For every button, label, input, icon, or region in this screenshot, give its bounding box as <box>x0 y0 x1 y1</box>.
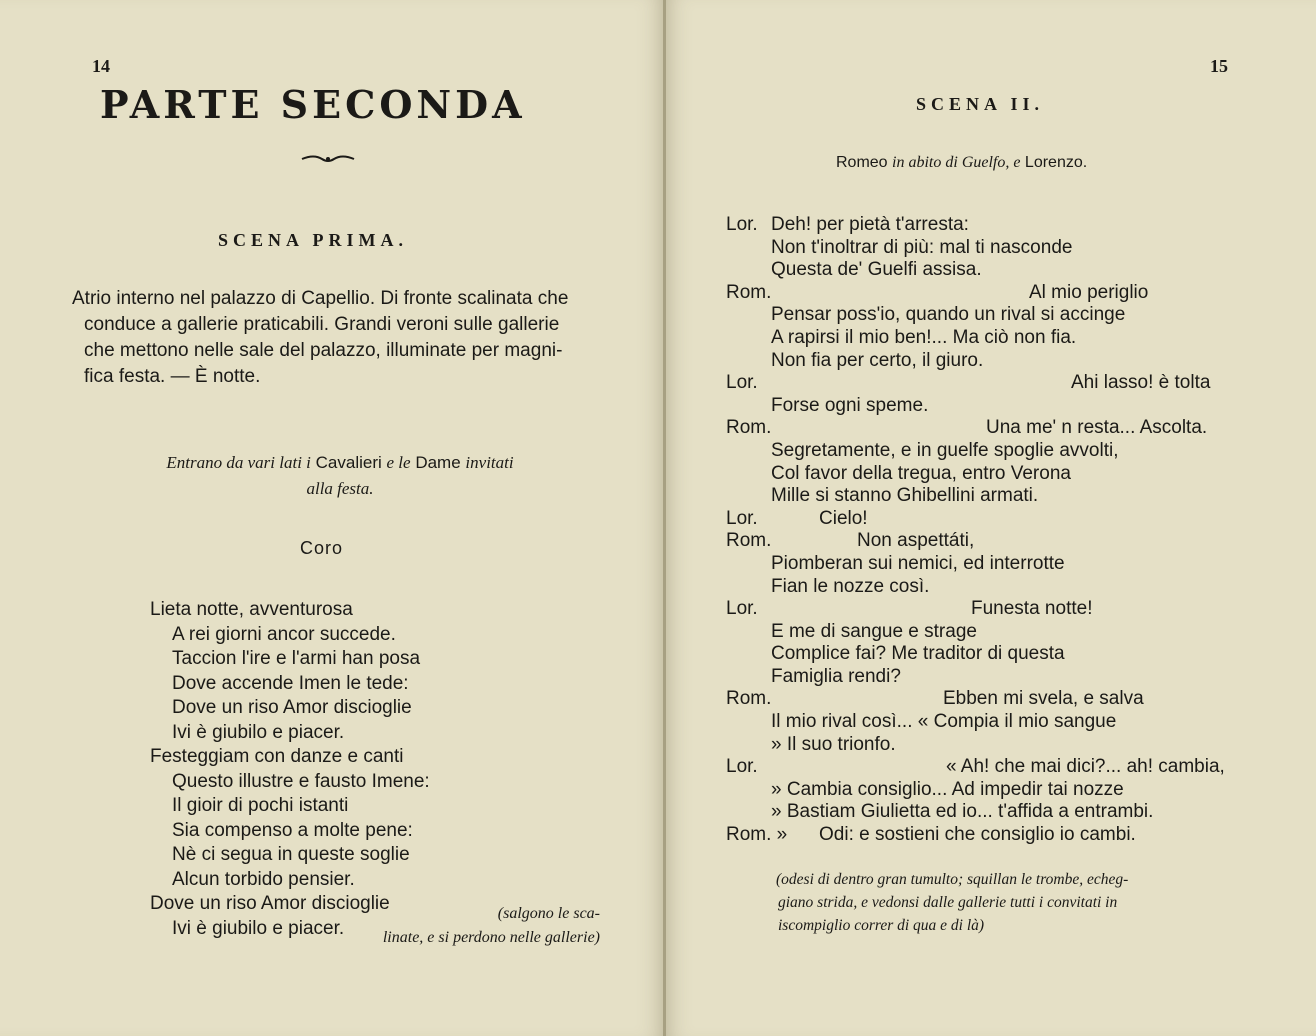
dialogue-text: Deh! per pietà t'arresta: <box>771 214 969 235</box>
dialogue-text: Cielo! <box>819 507 868 529</box>
character-name: Dame <box>415 453 461 472</box>
verse-line: Lieta notte, avventurosa <box>150 599 353 620</box>
direction-line: (odesi di dentro gran tumulto; squillan le trombe, echeg- <box>776 871 1129 888</box>
dialogue-text: Complice fai? Me traditor di questa <box>771 643 1065 665</box>
speaker-name: Rom. <box>726 281 772 303</box>
dialogue-text: « Ah! che mai dici?... ah! cambia, <box>946 756 1225 778</box>
dialogue-text: » Cambia consiglio... Ad impedir tai nozze <box>771 778 1124 800</box>
ornament-divider <box>300 152 356 166</box>
verse-line: Ivi è giubilo e piacer. <box>172 721 345 743</box>
dialogue-text: Famiglia rendi? <box>771 665 901 687</box>
right-page-number: 15 <box>1210 56 1228 76</box>
closing-stage-direction <box>776 868 1246 937</box>
verse-line: Nè ci segua in queste soglie <box>172 844 410 865</box>
dialogue-text: Il mio rival così... « Compia il mio sangue <box>771 711 1117 733</box>
dialogue-text: Ahi lasso! è tolta <box>1071 372 1211 394</box>
speaker-name: Rom. <box>726 530 772 552</box>
verse-line: A rei giorni ancor succede. <box>172 623 396 645</box>
dialogue-text: Odi: e sostieni che consiglio io cambi. <box>819 824 1136 846</box>
character-name: Cavalieri <box>315 453 382 472</box>
scene-heading: SCENA II. <box>916 94 1045 114</box>
scene-subtitle <box>836 154 1087 172</box>
verse-line: Dove un riso Amor discioglie <box>150 893 390 914</box>
direction-line: iscompiglio correr di qua e di là) <box>778 917 985 934</box>
speaker-name: Lor. <box>726 372 758 394</box>
verse-line: Questo illustre e fausto Imene: <box>172 770 430 792</box>
character-name: Romeo <box>836 154 888 171</box>
stage-line: Atrio interno nel palazzo di Capellio. Di fronte scalinata che <box>72 288 569 309</box>
dialogue-text: Ebben mi svela, e salva <box>943 688 1144 710</box>
speaker-name: Lor. <box>726 214 758 235</box>
dialogue-text: Non aspettáti, <box>857 530 975 552</box>
direction-text: e le <box>386 453 411 472</box>
direction-text: alla festa. <box>306 479 374 498</box>
dialogue-text: Una me' n resta... Ascolta. <box>986 417 1208 439</box>
direction-text: Entrano da vari lati i <box>166 453 311 472</box>
stage-setting <box>72 286 568 390</box>
stage-line: fica festa. — È notte. <box>84 366 261 387</box>
verse-line: Il gioir di pochi istanti <box>172 795 349 816</box>
dialogue-text: Non t'inoltrar di più: mal ti nasconde <box>771 236 1073 258</box>
dialogue-text: Mille si stanno Ghibellini armati. <box>771 485 1039 507</box>
stage-line: che mettono nelle sale del palazzo, illuminate per magni- <box>84 340 563 361</box>
closing-stage-direction <box>300 902 600 950</box>
scene-heading: SCENA PRIMA. <box>218 230 409 250</box>
direction-line: linate, e si perdono nelle gallerie) <box>382 929 600 946</box>
dialogue-text: Forse ogni speme. <box>771 394 929 416</box>
character-name: Lorenzo. <box>1024 154 1088 171</box>
dialogue-text: Non fia per certo, il giuro. <box>771 349 984 371</box>
speaker-name: Rom. » <box>726 824 788 846</box>
dialogue-text: Segretamente, e in guelfe spoglie avvolti, <box>771 439 1119 461</box>
verse-line: Ivi è giubilo e piacer. <box>172 917 345 939</box>
direction-line: (salgono le sca- <box>497 905 600 922</box>
speaker-name: Lor. <box>726 598 758 620</box>
entry-direction <box>110 450 570 502</box>
part-title: PARTE SECONDA <box>100 82 526 127</box>
verse-line: Dove accende Imen le tede: <box>172 672 409 694</box>
speaker-name: Lor. <box>726 756 758 778</box>
dialogue-text: Fian le nozze così. <box>771 575 930 597</box>
dialogue-text: Al mio periglio <box>1029 281 1149 303</box>
direction-text: invitati <box>465 453 514 472</box>
verse-line: Festeggiam con danze e canti <box>150 746 404 767</box>
verse-line: Alcun torbido pensier. <box>172 868 355 890</box>
dialogue-text: » Il suo trionfo. <box>771 733 896 755</box>
dialogue-text: E me di sangue e strage <box>771 620 977 642</box>
dialogue-text: Pensar poss'io, quando un rival si accinge <box>771 304 1126 326</box>
dialogue-text: Funesta notte! <box>971 598 1093 620</box>
dialogue-text: A rapirsi il mio ben!... Ma ciò non fia. <box>771 326 1077 348</box>
verse-line: Sia compenso a molte pene: <box>172 819 413 841</box>
dialogue-text: Questa de' Guelfi assisa. <box>771 259 982 281</box>
dialogue-text: » Bastiam Giulietta ed io... t'affida a entrambi. <box>771 801 1154 823</box>
dialogue-text: Piomberan sui nemici, ed interrotte <box>771 552 1065 574</box>
stage-line: conduce a gallerie praticabili. Grandi veroni sulle gallerie <box>84 314 560 335</box>
verse-line: Dove un riso Amor discioglie <box>172 697 412 718</box>
speaker-name: Rom. <box>726 417 772 439</box>
speaker-name: Rom. <box>726 688 772 710</box>
speaker-name: Lor. <box>726 507 758 529</box>
dialogue-text: Col favor della tregua, entro Verona <box>771 462 1071 484</box>
direction-text: in abito di Guelfo, e <box>892 154 1021 171</box>
direction-line: giano strida, e vedonsi dalle gallerie tutti i convitati in <box>778 894 1118 911</box>
chorus-label: Coro <box>300 538 344 558</box>
chorus-verses <box>150 598 430 941</box>
verse-line: Taccion l'ire e l'armi han posa <box>172 648 421 669</box>
left-page-number: 14 <box>92 56 110 76</box>
